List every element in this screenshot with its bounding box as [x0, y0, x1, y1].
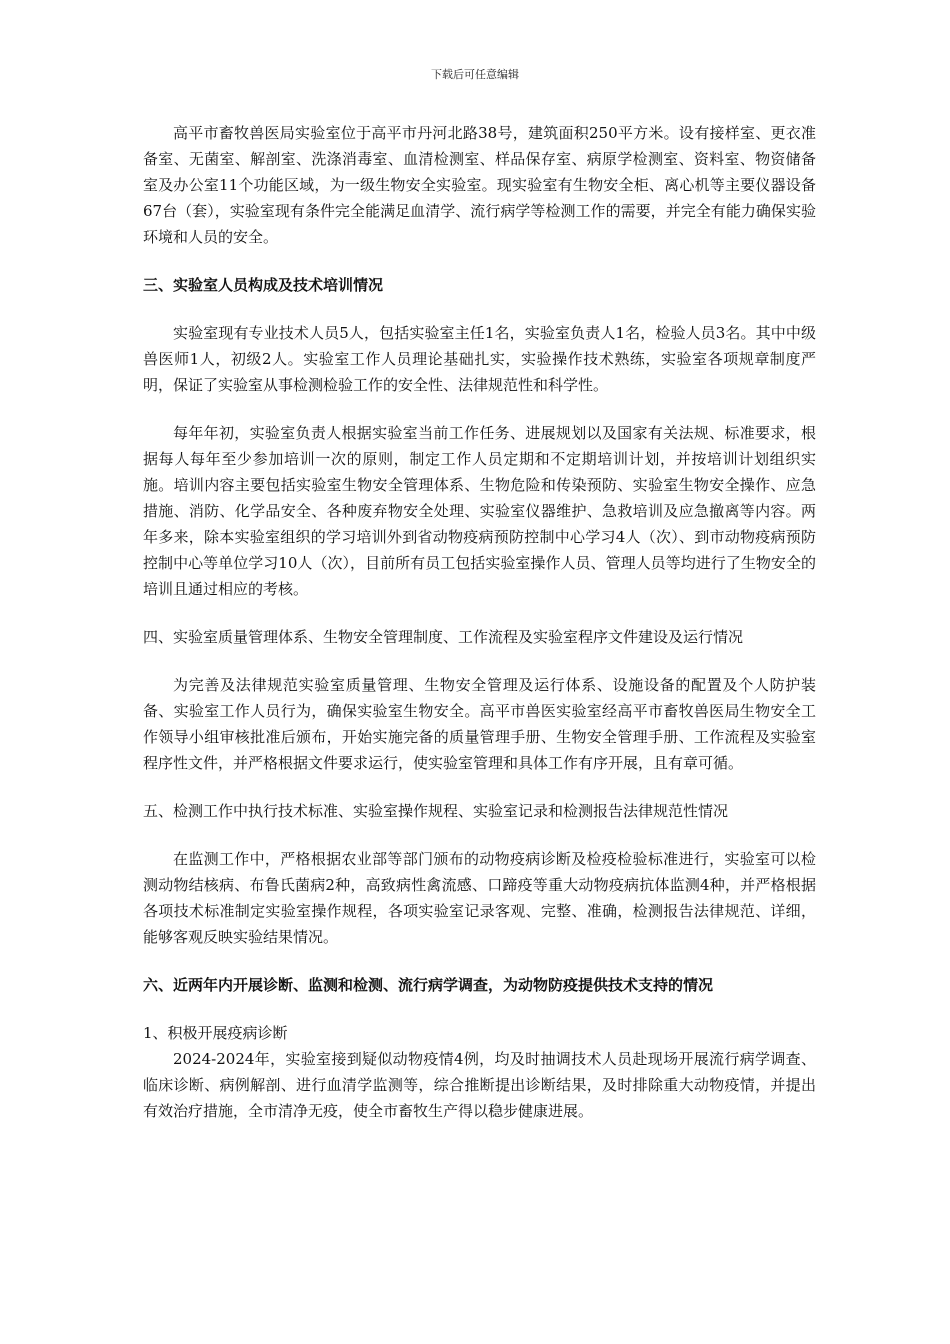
- paragraph-lab-facilities: 高平市畜牧兽医局实验室位于高平市丹河北路38号，建筑面积250平方米。设有接样室、更衣准备室、无菌室、解剖室、洗涤消毒室、血清检测室、样品保存室、病原学检测室、资料室、物资储备室及办公室11个功能区域，为一级生物安全实验室。现实验室有生物安全柜、离心机等主要仪器设备67台（套），实验室现有条件完全能满足血清学、流行病学等检测工作的需要，并完全有能力确保实验环境和人员的安全。: [143, 124, 816, 246]
- paragraph-testing-standards: 在监测工作中，严格根据农业部等部门颁布的动物疫病诊断及检疫检验标准进行，实验室可以检测动物结核病、布鲁氏菌病2种，高致病性禽流感、口蹄疫等重大动物疫病抗体监测4种，并严格根据各项技术标准制定实验室操作规程，各项实验室记录客观、完整、准确，检测报告法律规范、详细，能够客观反映实验结果情况。: [143, 850, 816, 946]
- document-body: [143, 120, 816, 1124]
- subheading-disease-diagnosis: 1、积极开展疫病诊断: [143, 1024, 288, 1042]
- paragraph-staff-composition: 实验室现有专业技术人员5人，包括实验室主任1名，实验室负责人1名，检验人员3名。其中中级兽医师1人，初级2人。实验室工作人员理论基础扎实，实验操作技术熟练，实验室各项规章制度严明，保证了实验室从事检测检验工作的安全性、法律规范性和科学性。: [143, 324, 816, 394]
- section-heading-5: 五、检测工作中执行技术标准、实验室操作规程、实验室记录和检测报告法律规范性情况: [143, 802, 729, 820]
- section-heading-3: 三、实验室人员构成及技术培训情况: [143, 276, 384, 294]
- paragraph-diagnosis-work: 2024-2024年，实验室接到疑似动物疫情4例，均及时抽调技术人员赴现场开展流行病学调查、临床诊断、病例解剖、进行血清学监测等，综合推断提出诊断结果，及时排除重大动物疫情，并提出有效治疗措施，全市清净无疫，使全市畜牧生产得以稳步健康进展。: [143, 1050, 816, 1120]
- section-heading-4: 四、实验室质量管理体系、生物安全管理制度、工作流程及实验室程序文件建设及运行情况: [143, 628, 744, 646]
- paragraph-training: 每年年初，实验室负责人根据实验室当前工作任务、进展规划以及国家有关法规、标准要求，根据每人每年至少参加培训一次的原则，制定工作人员定期和不定期培训计划，并按培训计划组织实施。培训内容主要包括实验室生物安全管理体系、生物危险和传染预防、实验室生物安全操作、应急措施、消防、化学品安全、各种废弃物安全处理、实验室仪器维护、急救培训及应急撤离等内容。两年多来，除本实验室组织的学习培训外到省动物疫病预防控制中心学习4人（次）、到市动物疫病预防控制中心等单位学习10人（次），目前所有员工包括实验室操作人员、管理人员等均进行了生物安全的培训且通过相应的考核。: [143, 424, 816, 598]
- paragraph-quality-management: 为完善及法律规范实验室质量管理、生物安全管理及运行体系、设施设备的配置及个人防护装备、实验室工作人员行为，确保实验室生物安全。高平市兽医实验室经高平市畜牧兽医局生物安全工作领导小组审核批准后颁布，开始实施完备的质量管理手册、生物安全管理手册、工作流程及实验室程序性文件，并严格根据文件要求运行，使实验室管理和具体工作有序开展，且有章可循。: [143, 676, 816, 772]
- page-header-note: 下载后可任意编辑: [431, 68, 519, 81]
- section-heading-6: 六、近两年内开展诊断、监测和检测、流行病学调查，为动物防疫提供技术支持的情况: [143, 976, 714, 994]
